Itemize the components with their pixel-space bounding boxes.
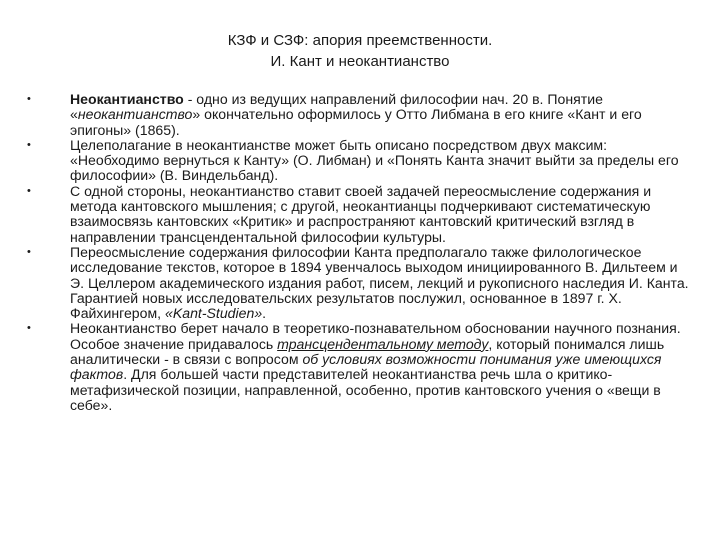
bullet-dot-icon: • bbox=[27, 245, 31, 258]
bullet-item bbox=[0, 138, 720, 184]
text-segment: Целеполагание в неокантианстве может быть описано посредством двух максим: «Необходимо вернуться к Канту» (О. Либман) и «Понять Канта значит выйти за пределы его философии» (В. Виндельбанд). bbox=[70, 136, 679, 184]
bullet-item bbox=[0, 92, 720, 138]
bullet-text bbox=[70, 183, 651, 245]
bullet-dot-icon: • bbox=[27, 184, 31, 197]
bullet-text bbox=[70, 320, 681, 412]
bullet-dot-icon: • bbox=[27, 322, 31, 335]
slide-title bbox=[0, 30, 720, 72]
journal-title: «Kant-Studien» bbox=[165, 305, 263, 322]
bullet-dot-icon: • bbox=[27, 138, 31, 151]
text-segment: » окончательно оформилось у Отто Либмана в его книге «Кант и его эпигоны» (1865). bbox=[70, 106, 642, 138]
bullet-dot-icon: • bbox=[27, 93, 31, 105]
bullet-text bbox=[70, 244, 689, 321]
term-neokantianism-italic: неокантианство bbox=[77, 106, 193, 123]
text-segment: Неокантианство берет начало в теоретико-познавательном обосновании научного познания. Особое значение придавалось bbox=[70, 320, 681, 352]
bullet-text bbox=[70, 91, 642, 138]
text-segment: . Для большей части представителей неокантианства речь шла о критико-метафизической позиции, направленной, особенно, против кантовского учения о «вещи в себе». bbox=[70, 366, 661, 413]
bullet-item bbox=[0, 321, 720, 413]
term-neokantianism: Неокантианство bbox=[70, 91, 184, 107]
text-segment: Переосмысление содержания философии Канта предполагало также филологическое исследование текстов, которое в 1894 увенчалось выходом инициированного В. Дильтеем и Э. Целлером академического издания работ, писем, лекций и рукописного наследия И. Канта. Гарантией новых исследовательских результатов послужил, основанное в 1897 г. Х. Файхингером, bbox=[70, 243, 689, 322]
text-segment: , который понимался лишь аналитически - в связи с вопросом bbox=[70, 335, 665, 368]
bullet-list bbox=[0, 92, 720, 413]
bullet-text bbox=[70, 137, 679, 184]
term-transcendental-method: трансцендентальному методу bbox=[277, 335, 489, 352]
title-line-2: И. Кант и неокантианство bbox=[270, 53, 450, 70]
text-segment: . bbox=[262, 305, 267, 322]
bullet-item bbox=[0, 184, 720, 245]
bullet-item bbox=[0, 245, 720, 321]
text-segment: - одно из ведущих направлений философии нач. 20 в. Понятие « bbox=[70, 91, 603, 123]
text-segment: С одной стороны, неокантианство ставит своей задачей переосмысление содержания и метода кантовского мышления; с другой, неокантианцы подчеркивают систематическую взаимосвязь кантовских «Критик» и распространяют кантовский критический взгляд в направлении трансцендентальной философии культуры. bbox=[70, 182, 652, 245]
term-conditions-of-possibility: об условиях возможности понимания уже имеющихся фактов bbox=[70, 351, 662, 383]
title-line-1: КЗФ и СЗФ: апория преемственности. bbox=[227, 32, 493, 49]
